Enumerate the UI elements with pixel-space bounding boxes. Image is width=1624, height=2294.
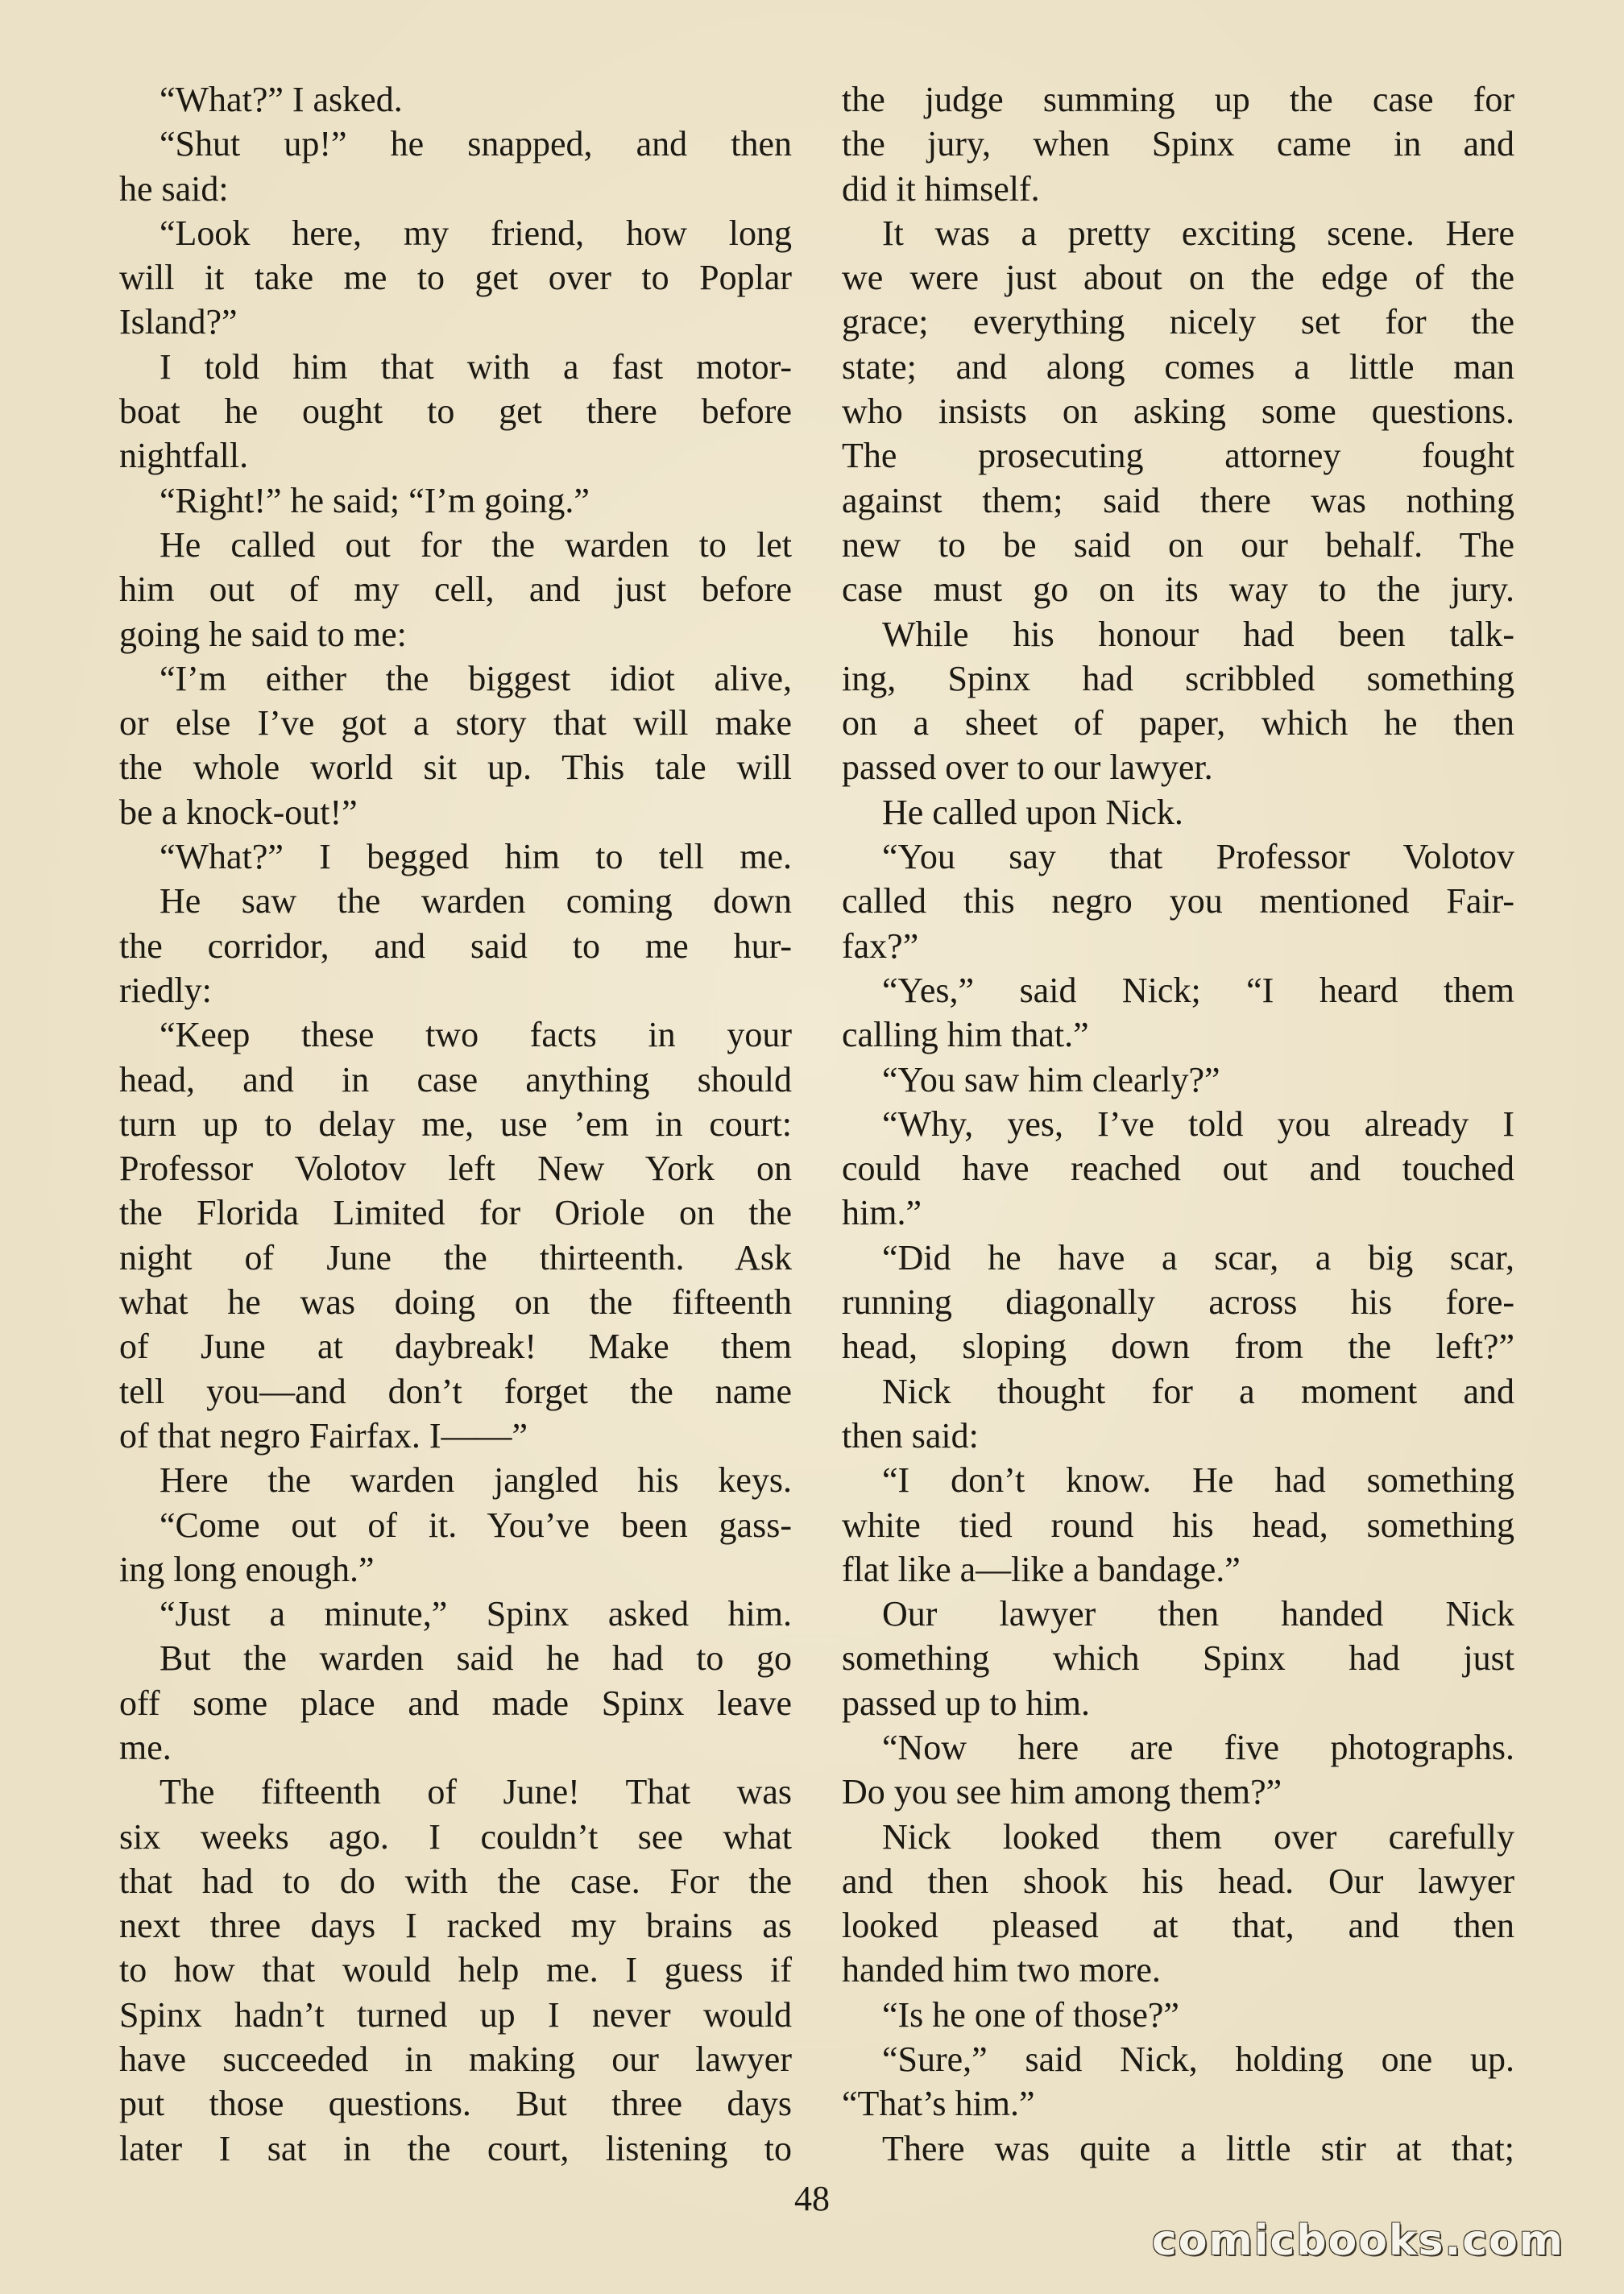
- text-line: state; and along comes a little man: [842, 346, 1514, 387]
- text-line: off some place and made Spinx leave: [119, 1683, 792, 1723]
- text-line: “Keep these two facts in your: [160, 1015, 792, 1055]
- text-line: “What?” I asked.: [160, 80, 403, 119]
- text-line: called this negro you mentioned Fair-: [842, 881, 1514, 921]
- text-line: the Florida Limited for Oriole on the: [119, 1193, 792, 1233]
- text-line: passed over to our lawyer.: [842, 747, 1213, 788]
- text-line: Here the warden jangled his keys.: [160, 1460, 792, 1501]
- text-line: Island?”: [119, 302, 238, 342]
- text-line: next three days I racked my brains as: [119, 1906, 792, 1946]
- page-number: 48: [794, 2179, 830, 2218]
- text-line: something which Spinx had just: [842, 1638, 1514, 1679]
- text-line: night of June the thirteenth. Ask: [119, 1237, 792, 1277]
- text-line: calling him that.”: [842, 1015, 1089, 1055]
- text-line: “Shut up!” he snapped, and then: [160, 124, 792, 164]
- text-line: me.: [119, 1727, 172, 1767]
- text-line: did it himself.: [842, 168, 1040, 209]
- text-line: passed up to him.: [842, 1683, 1090, 1723]
- text-line: flat like a—like a bandage.”: [842, 1549, 1241, 1589]
- text-line: six weeks ago. I couldn’t see what: [119, 1816, 792, 1857]
- text-line: going he said to me:: [119, 614, 407, 654]
- text-line: against them; said there was nothing: [842, 480, 1514, 520]
- text-line: Spinx hadn’t turned up I never would: [119, 1994, 792, 2035]
- text-line: the judge summing up the case for: [842, 80, 1514, 119]
- text-line: There was quite a little stir at that;: [882, 2128, 1514, 2168]
- text-line: ing, Spinx had scribbled something: [842, 658, 1514, 698]
- text-line: “I’m either the biggest idiot alive,: [160, 658, 792, 698]
- text-line: fax?”: [842, 925, 919, 966]
- text-line: to how that would help me. I guess if: [119, 1950, 792, 1990]
- text-line: I told him that with a fast motor-: [160, 346, 792, 387]
- text-line: we were just about on the edge of the: [842, 258, 1514, 298]
- text-line: “Why, yes, I’ve told you already I: [882, 1104, 1514, 1144]
- text-line: “Sure,” said Nick, holding one up.: [882, 2039, 1514, 2080]
- text-line: will it take me to get over to Poplar: [119, 258, 792, 298]
- text-line: ing long enough.”: [119, 1549, 375, 1589]
- text-line: him out of my cell, and just before: [119, 569, 792, 610]
- text-line: then said:: [842, 1415, 979, 1455]
- text-line: “Just a minute,” Spinx asked him.: [160, 1594, 792, 1634]
- text-line: “You say that Professor Volotov: [882, 837, 1514, 877]
- text-line: later I sat in the court, listening to: [119, 2128, 792, 2168]
- text-line: Do you see him among them?”: [842, 1772, 1282, 1812]
- text-line: Our lawyer then handed Nick: [882, 1594, 1514, 1634]
- text-line: running diagonally across his fore-: [842, 1282, 1514, 1323]
- text-line: new to be said on our behalf. The: [842, 524, 1514, 565]
- text-line: “Yes,” said Nick; “I heard them: [882, 970, 1514, 1010]
- text-line: While his honour had been talk-: [882, 614, 1514, 654]
- text-line: “Look here, my friend, how long: [160, 213, 792, 253]
- left-text-column: [119, 77, 792, 2171]
- text-line: grace; everything nicely set for the: [842, 302, 1514, 342]
- text-line: The prosecuting attorney fought: [842, 436, 1514, 476]
- text-line: put those questions. But three days: [119, 2084, 792, 2124]
- text-line: Professor Volotov left New York on: [119, 1149, 792, 1189]
- text-line: and then shook his head. Our lawyer: [842, 1861, 1514, 1901]
- text-line: He called upon Nick.: [882, 792, 1183, 832]
- text-line: be a knock-out!”: [119, 792, 358, 832]
- text-line: handed him two more.: [842, 1950, 1161, 1990]
- text-line: “That’s him.”: [842, 2084, 1035, 2124]
- text-line: He saw the warden coming down: [160, 881, 792, 921]
- text-line: what he was doing on the fifteenth: [119, 1282, 792, 1323]
- text-line: “Is he one of those?”: [882, 1994, 1179, 2035]
- text-line: boat he ought to get there before: [119, 391, 792, 432]
- text-line: of that negro Fairfax. I——”: [119, 1415, 528, 1455]
- text-line: “Right!” he said; “I’m going.”: [160, 480, 590, 520]
- text-line: tell you—and don’t forget the name: [119, 1371, 792, 1411]
- text-line: who insists on asking some questions.: [842, 391, 1514, 432]
- text-line: of June at daybreak! Make them: [119, 1327, 792, 1367]
- text-line: on a sheet of paper, which he then: [842, 703, 1514, 743]
- text-line: head, sloping down from the left?”: [842, 1327, 1514, 1367]
- text-line: It was a pretty exciting scene. Here: [882, 213, 1514, 253]
- text-line: the jury, when Spinx came in and: [842, 124, 1514, 164]
- text-line: or else I’ve got a story that will make: [119, 703, 792, 743]
- text-line: “Did he have a scar, a big scar,: [882, 1237, 1514, 1277]
- text-line: “What?” I begged him to tell me.: [160, 837, 792, 877]
- text-line: “I don’t know. He had something: [882, 1460, 1514, 1501]
- right-text-column: [842, 77, 1514, 2171]
- text-line: that had to do with the case. For the: [119, 1861, 792, 1901]
- text-line: have succeeded in making our lawyer: [119, 2039, 792, 2080]
- text-line: turn up to delay me, use ’em in court:: [119, 1104, 792, 1144]
- text-line: “Now here are five photographs.: [882, 1727, 1514, 1767]
- watermark-logo: comicbooks.com: [1151, 2217, 1564, 2265]
- text-line: white tied round his head, something: [842, 1505, 1514, 1545]
- text-line: the corridor, and said to me hur-: [119, 925, 792, 966]
- text-line: head, and in case anything should: [119, 1059, 792, 1099]
- text-line: But the warden said he had to go: [160, 1638, 792, 1679]
- text-line: case must go on its way to the jury.: [842, 569, 1514, 610]
- text-line: him.”: [842, 1193, 922, 1233]
- text-line: the whole world sit up. This tale will: [119, 747, 792, 788]
- text-line: looked pleased at that, and then: [842, 1906, 1514, 1946]
- text-line: He called out for the warden to let: [160, 524, 792, 565]
- text-line: Nick looked them over carefully: [882, 1816, 1514, 1857]
- text-line: nightfall.: [119, 436, 249, 476]
- text-line: “Come out of it. You’ve been gass-: [160, 1505, 792, 1545]
- text-line: Nick thought for a moment and: [882, 1371, 1514, 1411]
- text-line: could have reached out and touched: [842, 1149, 1514, 1189]
- text-line: “You saw him clearly?”: [882, 1059, 1220, 1099]
- text-line: The fifteenth of June! That was: [160, 1772, 792, 1812]
- text-line: riedly:: [119, 970, 212, 1010]
- text-line: he said:: [119, 168, 229, 209]
